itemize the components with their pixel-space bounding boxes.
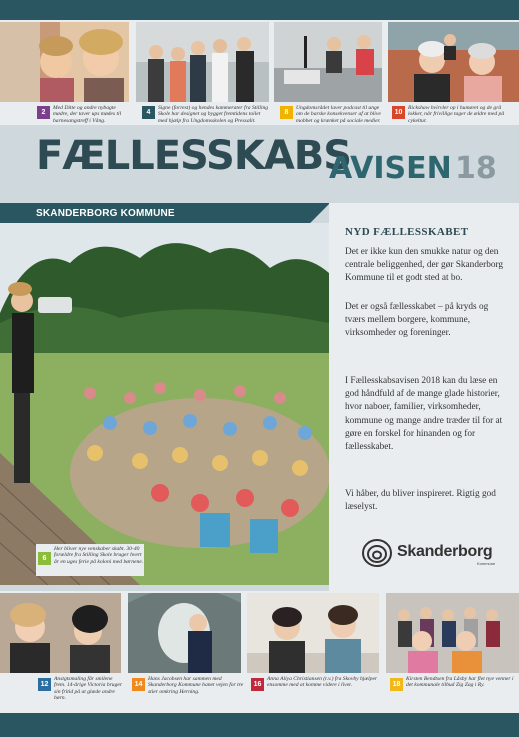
skanderborg-logo-icon: [361, 538, 393, 568]
thumb-photo-podcast[interactable]: [274, 22, 382, 102]
thumb-caption: Hans Jacobsen har sammen med Skanderborg Kommune banet vejen for tre stier omkring Herning.: [148, 676, 244, 695]
photo-zigzag: [386, 593, 519, 673]
thumb-caption: Kirsten Bendtsen fra Låsby har flet nye venner i det kommunale tilbud Zig Zag i Ry.: [406, 676, 514, 689]
thumb-photo-volunteers[interactable]: [247, 593, 379, 673]
top-bar: [0, 0, 519, 20]
article-paragraph: I Fællesskabsavisen 2018 kan du læse en god håndfuld af de mange glade historier, hvor naboer, familier, virksomheder, kommune og mange andre træder til for at gøre en forskel for hinanden og for fællesskabet.: [345, 376, 503, 453]
thumb-photo-mothers[interactable]: [0, 22, 129, 102]
thumb-caption: Med Ditte og andre nybagte mødre, der taver ups mødes til barnesangstreff i Vång.: [53, 105, 122, 124]
page-number-badge: 4: [142, 106, 155, 119]
photo-rickshaw: [388, 22, 519, 102]
thumb-caption: Anna Aliya Christiansen (t.v.) fra Skovby hjælper ensomme med at komme videre i livet.: [267, 676, 378, 689]
photo-caption: Her bliver nye venskaber skabt. 30-40 forældre fra Stilling Skole bruger hvert år en uges ferie på koloni med børnene.: [54, 546, 144, 565]
thumb-caption: Ungdomsrådet laver podcast til unge om de barske konsekvenser af at blive mobbet og krænket på sociale medier.: [296, 105, 381, 124]
thumb-photo-rickshaw[interactable]: [388, 22, 519, 102]
thumb-photo-students[interactable]: [136, 22, 269, 102]
bottom-bar: [0, 713, 519, 737]
article-paragraph: Det er også fællesskabet – på kryds og tværs mellem borgere, kommune, virksomheder og foreninger.: [345, 302, 489, 339]
masthead-year: 18: [455, 151, 497, 186]
photo-camp-children: [0, 223, 329, 585]
thumb-caption: Signe (forrest) og hendes kammerater fra Stilling Skole har designet og bygget fremtidens toilet med hjælp fra Ungdomsskolen og Pressalit.: [158, 105, 269, 124]
page-number-badge: 12: [38, 678, 51, 691]
masthead-title-word2: AVISEN: [329, 151, 452, 186]
photo-volunteers: [247, 593, 379, 673]
article-paragraph: Det er ikke kun den smukke natur og den centrale beliggenhed, der gør Skanderborg Kommune til et godt sted at bo.: [345, 247, 504, 284]
page-number-badge: 10: [392, 106, 405, 119]
article-paragraph: Vi håber, du bliver inspireret. Rigtig god læselyst.: [345, 489, 496, 513]
thumb-photo-face-painting[interactable]: [0, 593, 121, 673]
page-number-badge: 2: [37, 106, 50, 119]
photo-face-painting: [0, 593, 121, 673]
masthead-title-word1: FÆLLESSKABS: [36, 133, 352, 179]
logo-subtitle: Kommune: [477, 561, 496, 566]
thumb-photo-zigzag[interactable]: [386, 593, 519, 673]
page-number-badge: 14: [132, 678, 145, 691]
page-number-badge: 8: [280, 106, 293, 119]
page-number-badge: 18: [390, 678, 403, 691]
photo-students: [136, 22, 269, 102]
main-photo[interactable]: [0, 223, 329, 585]
thumb-caption: Rickshaw hvirvler op i humøret og de grå lokker, når frivillige tager de ældre med på cykeltur.: [408, 105, 505, 124]
page-number-badge: 6: [38, 552, 51, 565]
logo-wordmark: Skanderborg: [397, 543, 493, 560]
thumb-caption: Anstgtsmaling får smilene frem. 14-årige Victoria bruger sin fritid på at glæde andre børn.: [54, 676, 123, 702]
photo-mothers: [0, 22, 129, 102]
section-label: SKANDERBORG KOMMUNE: [36, 208, 175, 219]
article-title: NYD FÆLLESSKABET: [345, 226, 469, 238]
photo-podcast: [274, 22, 382, 102]
page-number-badge: 16: [251, 678, 264, 691]
photo-tunnel: [128, 593, 241, 673]
thumb-photo-tunnel[interactable]: [128, 593, 241, 673]
